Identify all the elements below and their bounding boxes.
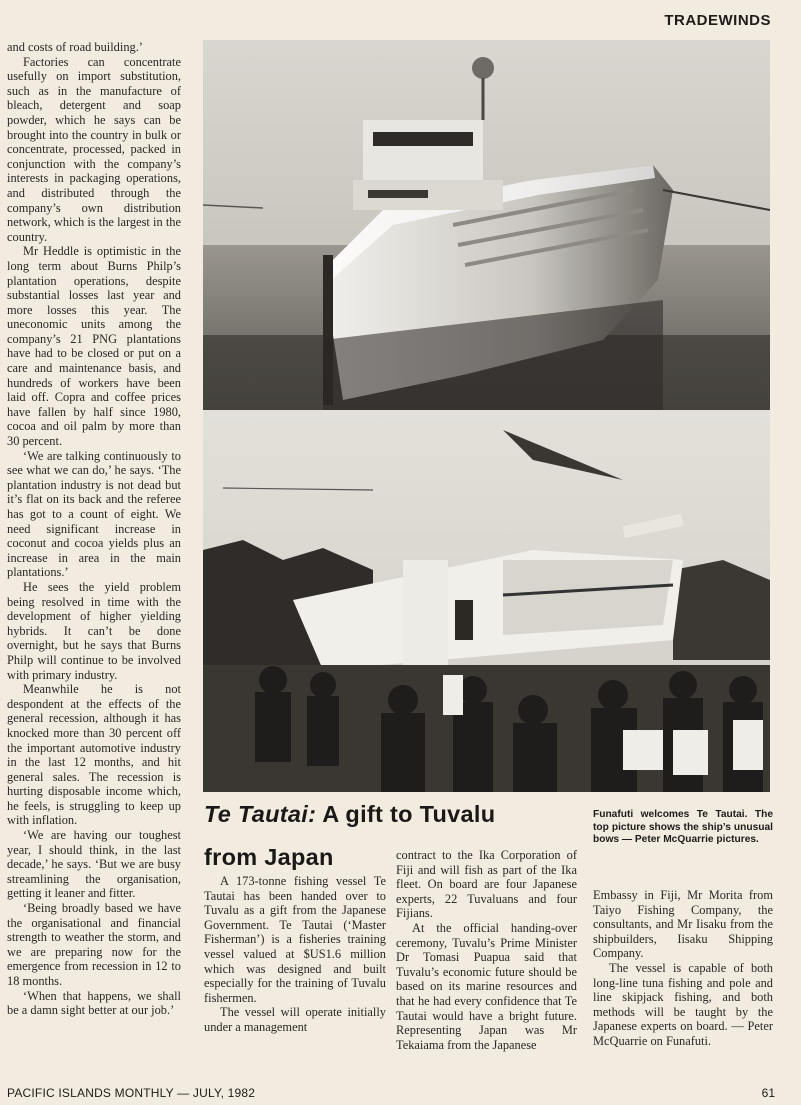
previous-article-column xyxy=(7,40,181,1018)
paragraph: The vessel will operate initially under a management xyxy=(204,1005,386,1034)
ship-bow-photo xyxy=(203,40,770,410)
paragraph: Embassy in Fiji, Mr Morita from Taiyo Fishing Company, the consultants, and Mr Iisaku from the shipbuilders, Iisaku Shipping Company. xyxy=(593,888,773,961)
paragraph: contract to the Ika Corporation of Fiji and will fish as part of the Ika fleet. On board are four Japanese experts, 22 Tuvaluans and four Fijians. xyxy=(396,848,577,921)
article-headline xyxy=(204,801,584,828)
headline-text: A gift to Tuvalu xyxy=(316,801,496,827)
paragraph: ‘Being broadly based we have the organisational and financial strength to weather the storm, and we are preparing now for the emergence from recession in 12 to 18 months. xyxy=(7,901,181,988)
paragraph: At the official handing-over ceremony, Tuvalu’s Prime Minister Dr Tomasi Puapua said that Tuvalu’s economic future should be based on its marine resources and that he had every confidence that Te Tautai would have a bright future. Representing Japan was Mr Tekaiama from the Japanese xyxy=(396,920,577,1052)
paragraph: ‘We are having our toughest year, I should think, in the last decade,’ he says. ‘But we are busy streamlining the organisation, getting it leaner and fitter. xyxy=(7,828,181,901)
paragraph: He sees the yield problem being resolved in time with the development of higher yielding hybrids. It can’t be done overnight, but he says that Burns Philp will continue to be involved with primary industry. xyxy=(7,579,181,682)
ceremony-photo xyxy=(203,410,770,792)
paragraph: Mr Heddle is optimistic in the long term about Burns Philp’s plantation operations, despite substantial losses last year and more losses this year. The uneconomic units among the company’s 21 PNG plantations have had to be closed or put on a care and maintenance basis, and hundreds of workers have been laid off. Copra and coffee prices have fallen by half since 1980, cocoa and oil palm by more than 30 percent. xyxy=(7,244,181,449)
publication-footer: PACIFIC ISLANDS MONTHLY — JULY, 1982 xyxy=(7,1086,256,1100)
article-column-1 xyxy=(204,874,386,1035)
section-header: TRADEWINDS xyxy=(664,12,771,29)
paragraph: ‘When that happens, we shall be a damn sight better at our job.’ xyxy=(7,988,181,1018)
paragraph: ‘We are talking continuously to see what we can do,’ he says. ‘The plantation industry is not dead but it’s flat on its back and the referee has got to a count of eight. We need significant increase in coconut and cocoa yields plus an increase in area in the main plantations.’ xyxy=(7,448,181,580)
page-number: 61 xyxy=(761,1086,775,1100)
paragraph: and costs of road building.’ xyxy=(7,40,143,54)
paragraph: Meanwhile he is not despondent at the effects of the general recession, although it has knocked more than 30 percent off the important automotive industry in the last 12 months, and hit general sales. The recession is hurting disposable income which, he feels, is struggling to keep up with inflation. xyxy=(7,682,181,828)
headline-ship-name: Te Tautai: xyxy=(204,801,317,827)
article-column-2 xyxy=(396,848,577,1052)
paragraph: The vessel is capable of both long-line tuna fishing and pole and line skipjack fishing, and both methods will be taught by the Japanese experts on board. — Peter McQuarrie on Funafuti. xyxy=(593,960,773,1048)
article-headline-line2: from Japan xyxy=(204,844,334,870)
photo-caption: Funafuti welcomes Te Tautai. The top picture shows the ship’s unusual bows — Peter McQuarrie pictures. xyxy=(593,809,773,846)
article-column-3 xyxy=(593,888,773,1049)
paragraph: A 173-tonne fishing vessel Te Tautai has been handed over to Tuvalu as a gift from the Japanese Government. Te Tautai (‘Master Fisherman’) is a fisheries training vessel valued at $US1.6 million which was designed and built especially for the training of Tuvalu fishermen. xyxy=(204,874,386,1005)
paragraph: Factories can concentrate usefully on import substitution, such as in the manufacture of bleach, detergent and soap powder, which he says can be brought into the country in bulk or concentrate, processed, packed in conjunction with the company’s interests in packaging operations, and distributed through the company’s own distribution network, which is the largest in the country. xyxy=(7,54,181,244)
